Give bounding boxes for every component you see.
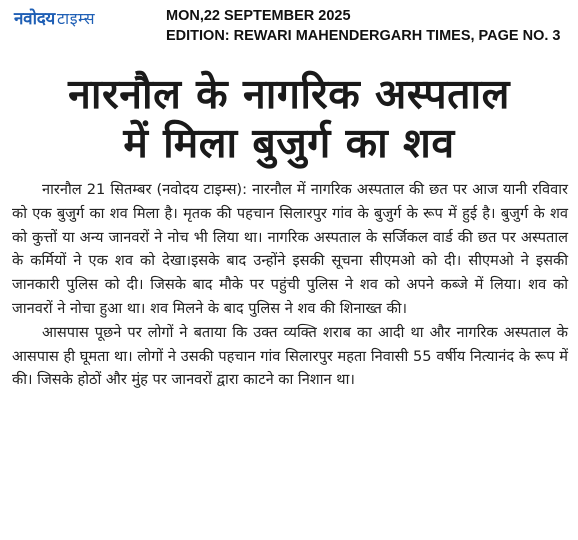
logo-main-text: नवोदय <box>14 9 55 29</box>
article-paragraph-2: आसपास पूछने पर लोगों ने बताया कि उक्त व्यक्ति शराब का आदी था और नागरिक अस्पताल के आसपास ही घूमता था। लोगों ने उसकी पहचान गांव सिलारपुर महता निवासी 55 वर्षीय नित्यानंद के रूप में की। जिसके होठों और मुंह पर जानवरों द्वारा काटने का निशान था। <box>12 323 568 389</box>
article-paragraph-1: नारनौल 21 सितम्बर (नवोदय टाइम्स): नारनौल में नागरिक अस्पताल की छत पर आज यानी रविवार को एक बुजुर्ग का शव मिला है। मृतक की पहचान सिलारपुर गांव के बुजुर्ग के रूप में हुई है। बुजुर्ग के शव को कुत्तों या अन्य जानवरों ने नोच भी लिया था। नागरिक अस्पताल के सर्जिकल वार्ड की छत पर अस्पताल के कर्मियों ने एक शव को देखा।इसके बाद उन्होंने इसकी सूचना सीएमओ को दी। सीएमओ ने इसकी जानकारी पुलिस को दी। जिसके बाद मौके पर पहुंची पुलिस ने शव को अपने कब्जे में लिया। शव को जानवरों ने नोचा हुआ था। शव मिलने के बाद पुलिस ने शव की शिनाख्त की। <box>12 181 568 317</box>
headline-line-2: में मिला बुजुर्ग का शव <box>123 119 455 167</box>
article-headline <box>0 70 578 168</box>
logo-sub-text: टाइम्स <box>56 9 96 28</box>
edition-line: EDITION: REWARI MAHENDERGARH TIMES, PAGE NO. 3 <box>166 28 561 44</box>
newspaper-logo <box>14 6 95 29</box>
headline-line-1: नारनौल के नागरिक अस्पताल <box>68 70 510 118</box>
publication-date: MON,22 SEPTEMBER 2025 <box>166 8 351 24</box>
edition-meta <box>166 6 560 46</box>
article-body <box>12 178 568 392</box>
page-header <box>0 0 578 58</box>
